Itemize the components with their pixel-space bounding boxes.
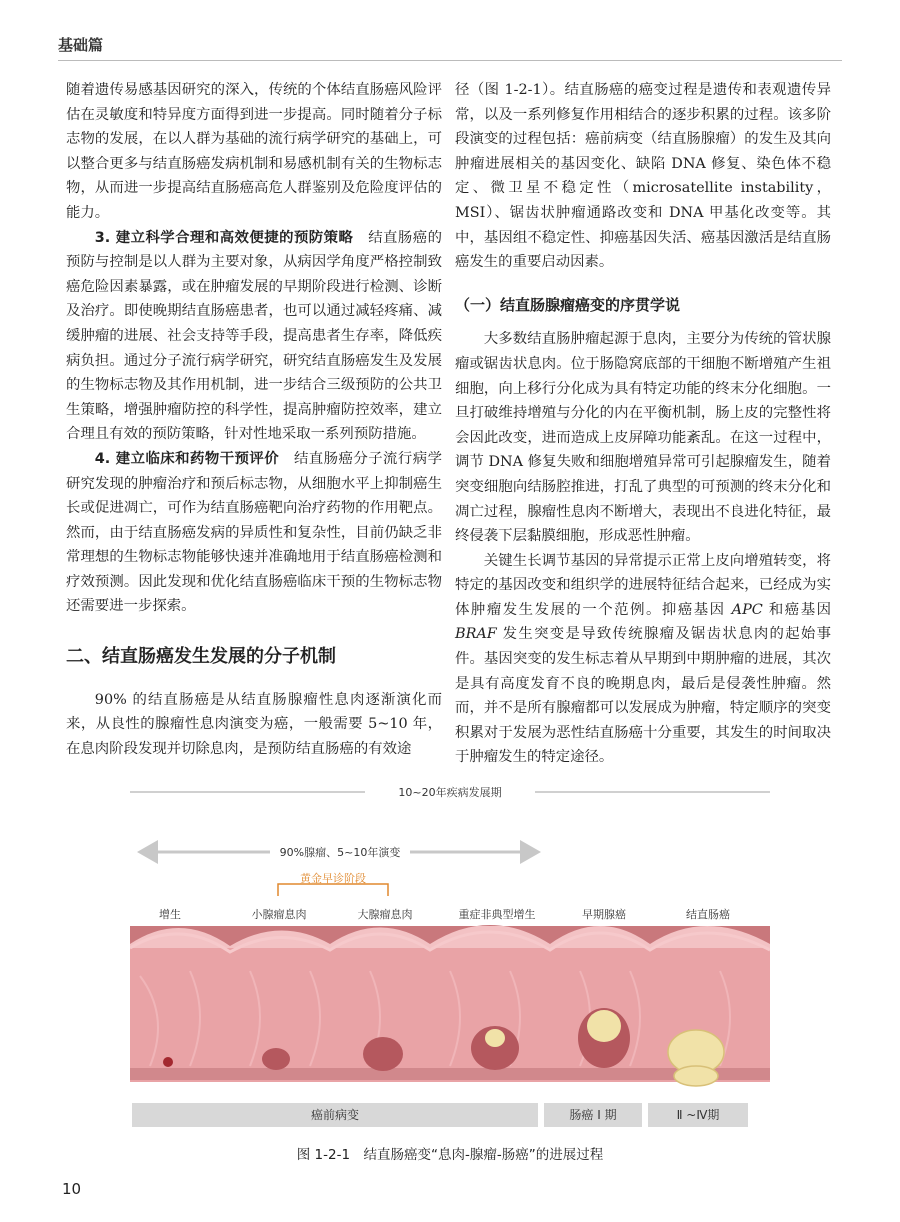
figure-colorectal-progression [130, 776, 770, 1136]
header-rule [58, 60, 842, 61]
paragraph-3-lead: 4. 建立临床和药物干预评价 [94, 450, 280, 467]
stage-label-carcinoma: 结直肠癌 [686, 908, 730, 921]
paragraph-7-part-c: 发生突变是导致传统腺瘤及锯齿状息肉的起始事件。基因突变的发生标志着从早期到中期肿瘤的进展，其次是具有高度发育不良的晚期息肉，最后是侵袭性肿瘤。然而，并不是所有腺瘤都可以发展成为肿瘤，特定顺序的突变积累对于发展为恶性结直肠癌十分重要，其发生的时间取决于肿瘤发生的特定途径。 [455, 626, 831, 766]
period-label: 10~20年疾病发展期 [398, 786, 502, 799]
page-number: 10 [62, 1180, 82, 1198]
paragraph-2-lead: 3. 建立科学合理和高效便捷的预防策略 [94, 229, 354, 246]
gene-apc: APC [731, 601, 763, 618]
paragraph-3 [66, 447, 442, 619]
paragraph-1: 随着遗传易感基因研究的深入，传统的个体结直肠癌风险评估在灵敏度和特异度方面得到进一步提高。同时随着分子标志物的发展，在以人群为基础的流行病学研究的基础上，可以整合更多与结直肠癌发病机制和易感机制有关的生物标志物，从而进一步提高结直肠癌高危人群鉴别及危险度评估的能力。 [66, 82, 442, 221]
section-title: 二、结直肠癌发生发展的分子机制 [66, 646, 336, 668]
stage-label-hyperplasia: 增生 [159, 908, 181, 921]
stage-label-severe-dysplasia: 重症非典型增生 [458, 908, 536, 921]
bar-stage-1: 肠癌 Ⅰ 期 [544, 1103, 642, 1127]
subsection-title: （一）结直肠腺瘤癌变的序贯学说 [455, 295, 681, 314]
stage-label-early-cancer: 早期腺癌 [582, 908, 626, 921]
stage-label-small-adenoma: 小腺瘤息肉 [251, 908, 307, 921]
large-polyp [363, 1037, 403, 1071]
right-column [455, 78, 831, 770]
paragraph-5: 径（图 1-2-1）。结直肠癌的癌变过程是遗传和表观遗传异常，以及一系列修复作用相结合的逐步积累的过程。该多阶段演变的过程包括：癌前病变（结直肠腺瘤）的发生及其向肿瘤进展相关的基因变化、缺陷 DNA 修复、染色体不稳定、微卫星不稳定性（microsatellite instability，MSI）、锯齿状肿瘤通路改变和 DNA 甲基化改变等。其中，基因组不稳定性、抑癌基因失活、癌基因激活是结直肠癌发生的重要启动因素。 [455, 82, 831, 271]
paragraph-7 [455, 549, 831, 770]
running-header: 基础篇 [58, 36, 104, 54]
left-column [66, 78, 442, 761]
paragraph-2-body: 结直肠癌的预防与控制是以人群为主要对象，从病因学角度严格控制致癌危险因素暴露，或在肿瘤发展的早期阶段进行检测、诊断及治疗。即使晚期结直肠癌患者，也可以通过减轻疼痛、减缓肿瘤的进展、社会支持等手段，提高患者生存率，降低疾病负担。通过分子流行病学研究，研究结直肠癌发生及发展的生物标志物及其作用机制，进一步结合三级预防的公共卫生策略，增强肿瘤防控的科学性，提高肿瘤防控效率，建立合理且有效的预防策略，针对性地采取一系列预防措施。 [66, 229, 442, 443]
paragraph-7-part-a: 关键生长调节基因的异常提示正常上皮向增殖转变，将特定的基因改变和组织学的进展特征结合起来，已经成为实体肿瘤发生发展的一个范例。抑癌基因 [455, 552, 831, 618]
intestine-illustration [130, 925, 770, 1086]
paragraph-4: 90% 的结直肠癌是从结直肠腺瘤性息肉逐渐演化而来，从良性的腺瘤性息肉演变为癌，一般需要 5~10 年，在息肉阶段发现并切除息肉，是预防结直肠癌的有效途 [66, 691, 442, 757]
paragraph-7-part-b: 和癌基因 [762, 601, 832, 618]
figure-caption: 图 1-2-1 结直肠癌变“息肉-腺瘤-肠癌”的进展过程 [296, 1147, 604, 1163]
paragraph-6: 大多数结直肠肿瘤起源于息肉，主要分为传统的管状腺瘤或锯齿状息肉。位于肠隐窝底部的干细胞不断增殖产生祖细胞，向上移行分化成为具有特定功能的终末分化细胞。一旦打破维持增殖与分化的内在平衡机制，肠上皮的完整性将会因此改变，进而造成上皮屏障功能紊乱。在这一过程中，调节 DNA 修复失败和细胞增殖异常可引起腺瘤发生，随着突变细胞向结肠腔推进，打乱了典型的可预测的终末分化和凋亡过程，腺瘤性息肉不断增大，表现出不良进化特征，最终侵袭下层黏膜细胞，形成恶性肿瘤。 [455, 331, 831, 545]
stage-label-large-adenoma: 大腺瘤息肉 [357, 908, 413, 921]
bar-stage-2-4: Ⅱ ~Ⅳ期 [648, 1103, 748, 1127]
hyperplasia-mark [163, 1057, 173, 1067]
gene-braf: BRAF [455, 626, 497, 643]
adenoma-label: 90%腺瘤、5~10年演变 [279, 846, 401, 859]
golden-stage-label: 黄金早诊阶段 [300, 872, 366, 885]
progression-illustration [130, 776, 770, 1106]
paragraph-3-body: 结直肠癌分子流行病学研究发现的肿瘤治疗和预后标志物，从细胞水平上抑制癌生长或促进凋亡，可作为结直肠癌靶向治疗药物的作用靶点。然而，由于结直肠癌发病的异质性和复杂性，目前仍缺乏非常理想的生物标志物能够快速并准确地用于结直肠癌检测和疗效预测。因此发现和优化结直肠癌临床干预的生物标志物还需要进一步探索。 [66, 450, 442, 615]
paragraph-2 [66, 226, 442, 447]
small-polyp [262, 1048, 290, 1070]
bar-precancerous: 癌前病变 [132, 1103, 538, 1127]
